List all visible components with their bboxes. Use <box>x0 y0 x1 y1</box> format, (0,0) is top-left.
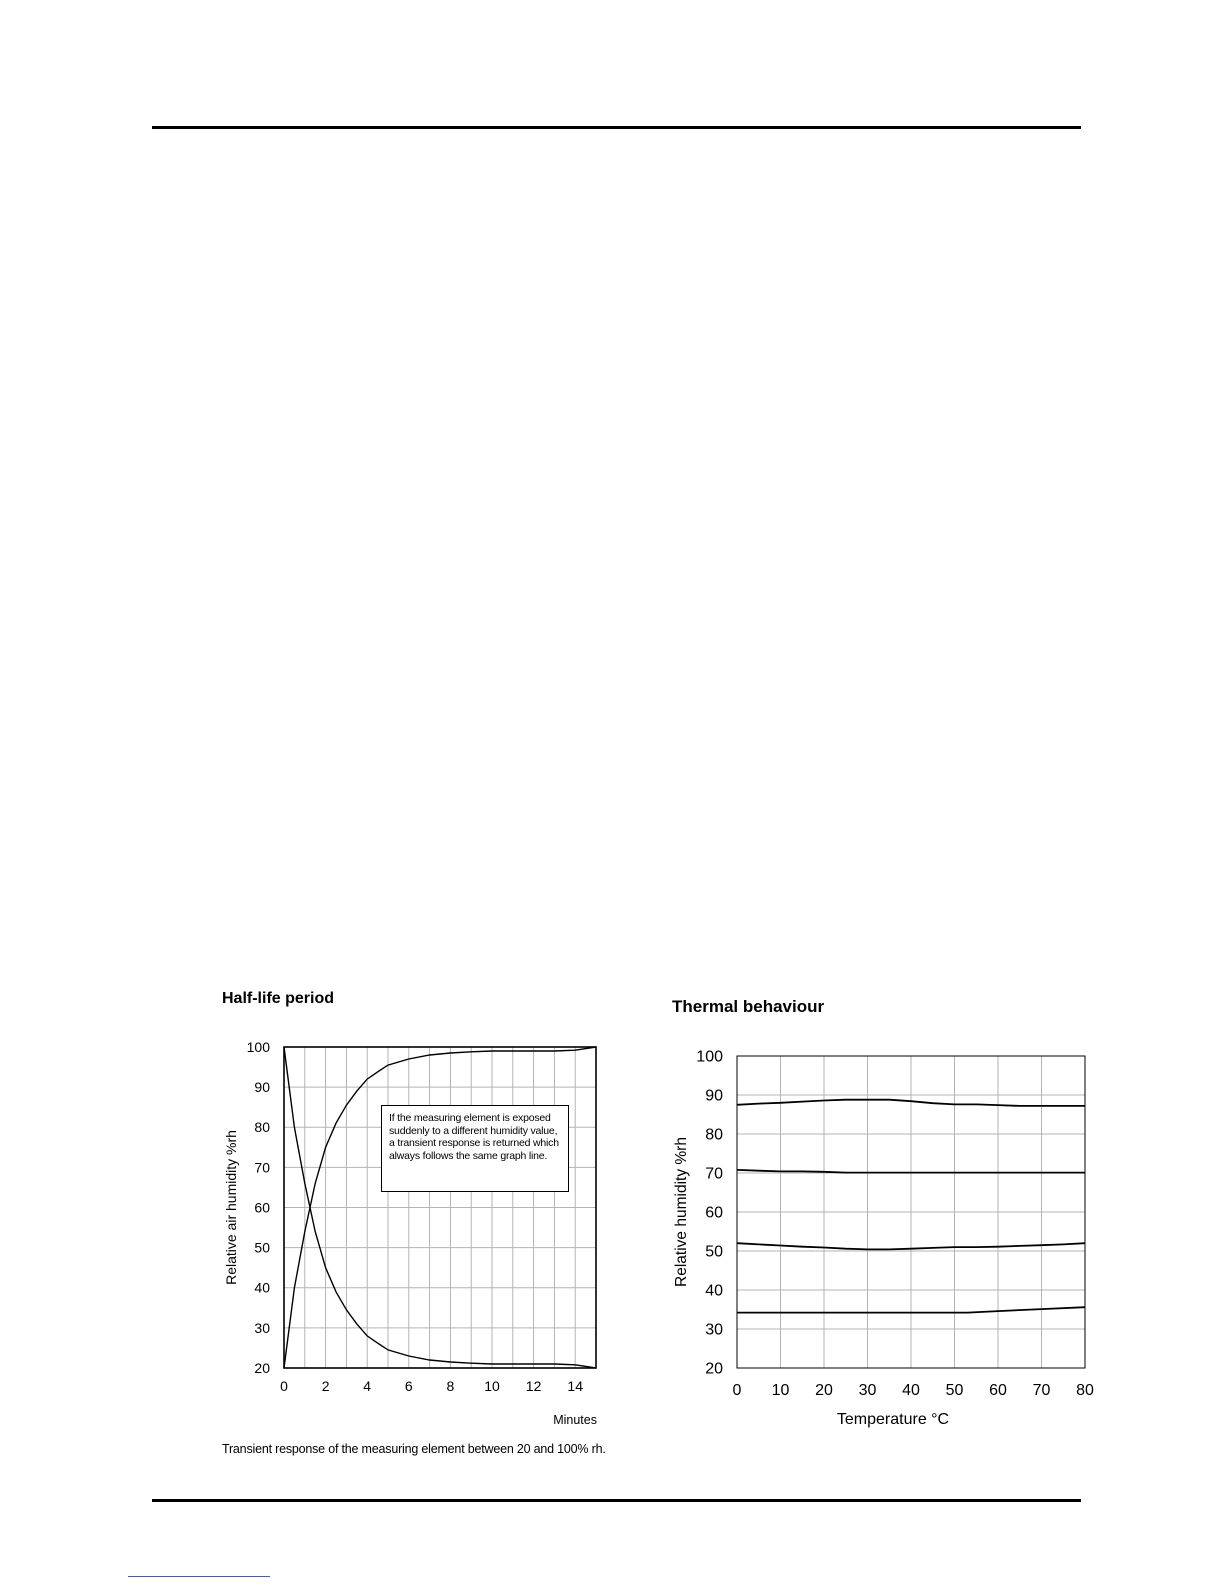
thermal-y-axis-label: Relative humidity %rh <box>673 1137 690 1287</box>
thermal-x-tick-label: 30 <box>858 1382 877 1399</box>
half-life-y-tick-label: 20 <box>254 1359 270 1376</box>
half-life-y-tick-label: 50 <box>254 1239 270 1256</box>
half-life-x-tick-label: 12 <box>525 1378 542 1394</box>
thermal-x-tick-label: 20 <box>815 1382 833 1399</box>
thermal-y-tick-label: 100 <box>696 1048 723 1066</box>
thermal-x-axis-label: Temperature °C <box>836 1411 950 1428</box>
thermal-y-tick-label: 30 <box>705 1321 723 1339</box>
half-life-x-tick-label: 6 <box>404 1378 413 1394</box>
half-life-y-tick-label: 60 <box>254 1199 270 1216</box>
half-life-x-tick-label: 2 <box>321 1378 330 1394</box>
thermal-y-tick-label: 90 <box>705 1087 723 1105</box>
half-life-chart-title: Half-life period <box>222 990 335 1007</box>
half-life-y-tick-label: 100 <box>246 1038 270 1055</box>
thermal-y-tick-label: 60 <box>705 1204 723 1222</box>
thermal-x-tick-label: 60 <box>989 1382 1007 1399</box>
transient-response-note: If the measuring element is exposed suddenly to a different humidity value, a transient response is returned which always follows the same graph line. <box>381 1105 569 1192</box>
thermal-x-tick-label: 0 <box>732 1382 742 1399</box>
half-life-x-tick-label: 14 <box>567 1378 583 1394</box>
thermal-y-tick-label: 20 <box>705 1360 723 1378</box>
half-life-caption: Transient response of the measuring element between 20 and 100% rh. <box>222 1442 606 1456</box>
half-life-y-tick-label: 30 <box>254 1319 270 1336</box>
half-life-y-tick-label: 40 <box>254 1279 270 1296</box>
half-life-x-tick-label: 10 <box>484 1378 500 1394</box>
thermal-x-tick-label: 10 <box>771 1382 790 1399</box>
thermal-y-tick-label: 80 <box>705 1126 723 1144</box>
thermal-x-tick-label: 50 <box>945 1382 964 1399</box>
half-life-x-tick-label: 4 <box>363 1378 372 1394</box>
half-life-x-tick-label: 8 <box>446 1378 455 1394</box>
thermal-y-tick-label: 70 <box>705 1165 723 1183</box>
half-life-y-tick-label: 70 <box>254 1159 270 1176</box>
half-life-y-tick-label: 90 <box>254 1079 270 1096</box>
thermal-x-tick-label: 40 <box>902 1382 920 1399</box>
thermal-y-tick-label: 50 <box>705 1243 723 1261</box>
thermal-x-tick-label: 70 <box>1032 1382 1051 1399</box>
thermal-x-tick-label: 80 <box>1076 1382 1094 1399</box>
footer-rule <box>152 1499 1081 1502</box>
half-life-x-tick-label: 0 <box>280 1378 288 1394</box>
half-life-y-tick-label: 80 <box>254 1119 270 1136</box>
half-life-y-axis-label: Relative air humidity %rh <box>223 1130 239 1285</box>
footer-link-underline <box>128 1576 270 1577</box>
half-life-x-axis-label: Minutes <box>553 1413 597 1427</box>
thermal-chart-title: Thermal behaviour <box>672 997 825 1016</box>
thermal-y-tick-label: 40 <box>705 1282 723 1300</box>
